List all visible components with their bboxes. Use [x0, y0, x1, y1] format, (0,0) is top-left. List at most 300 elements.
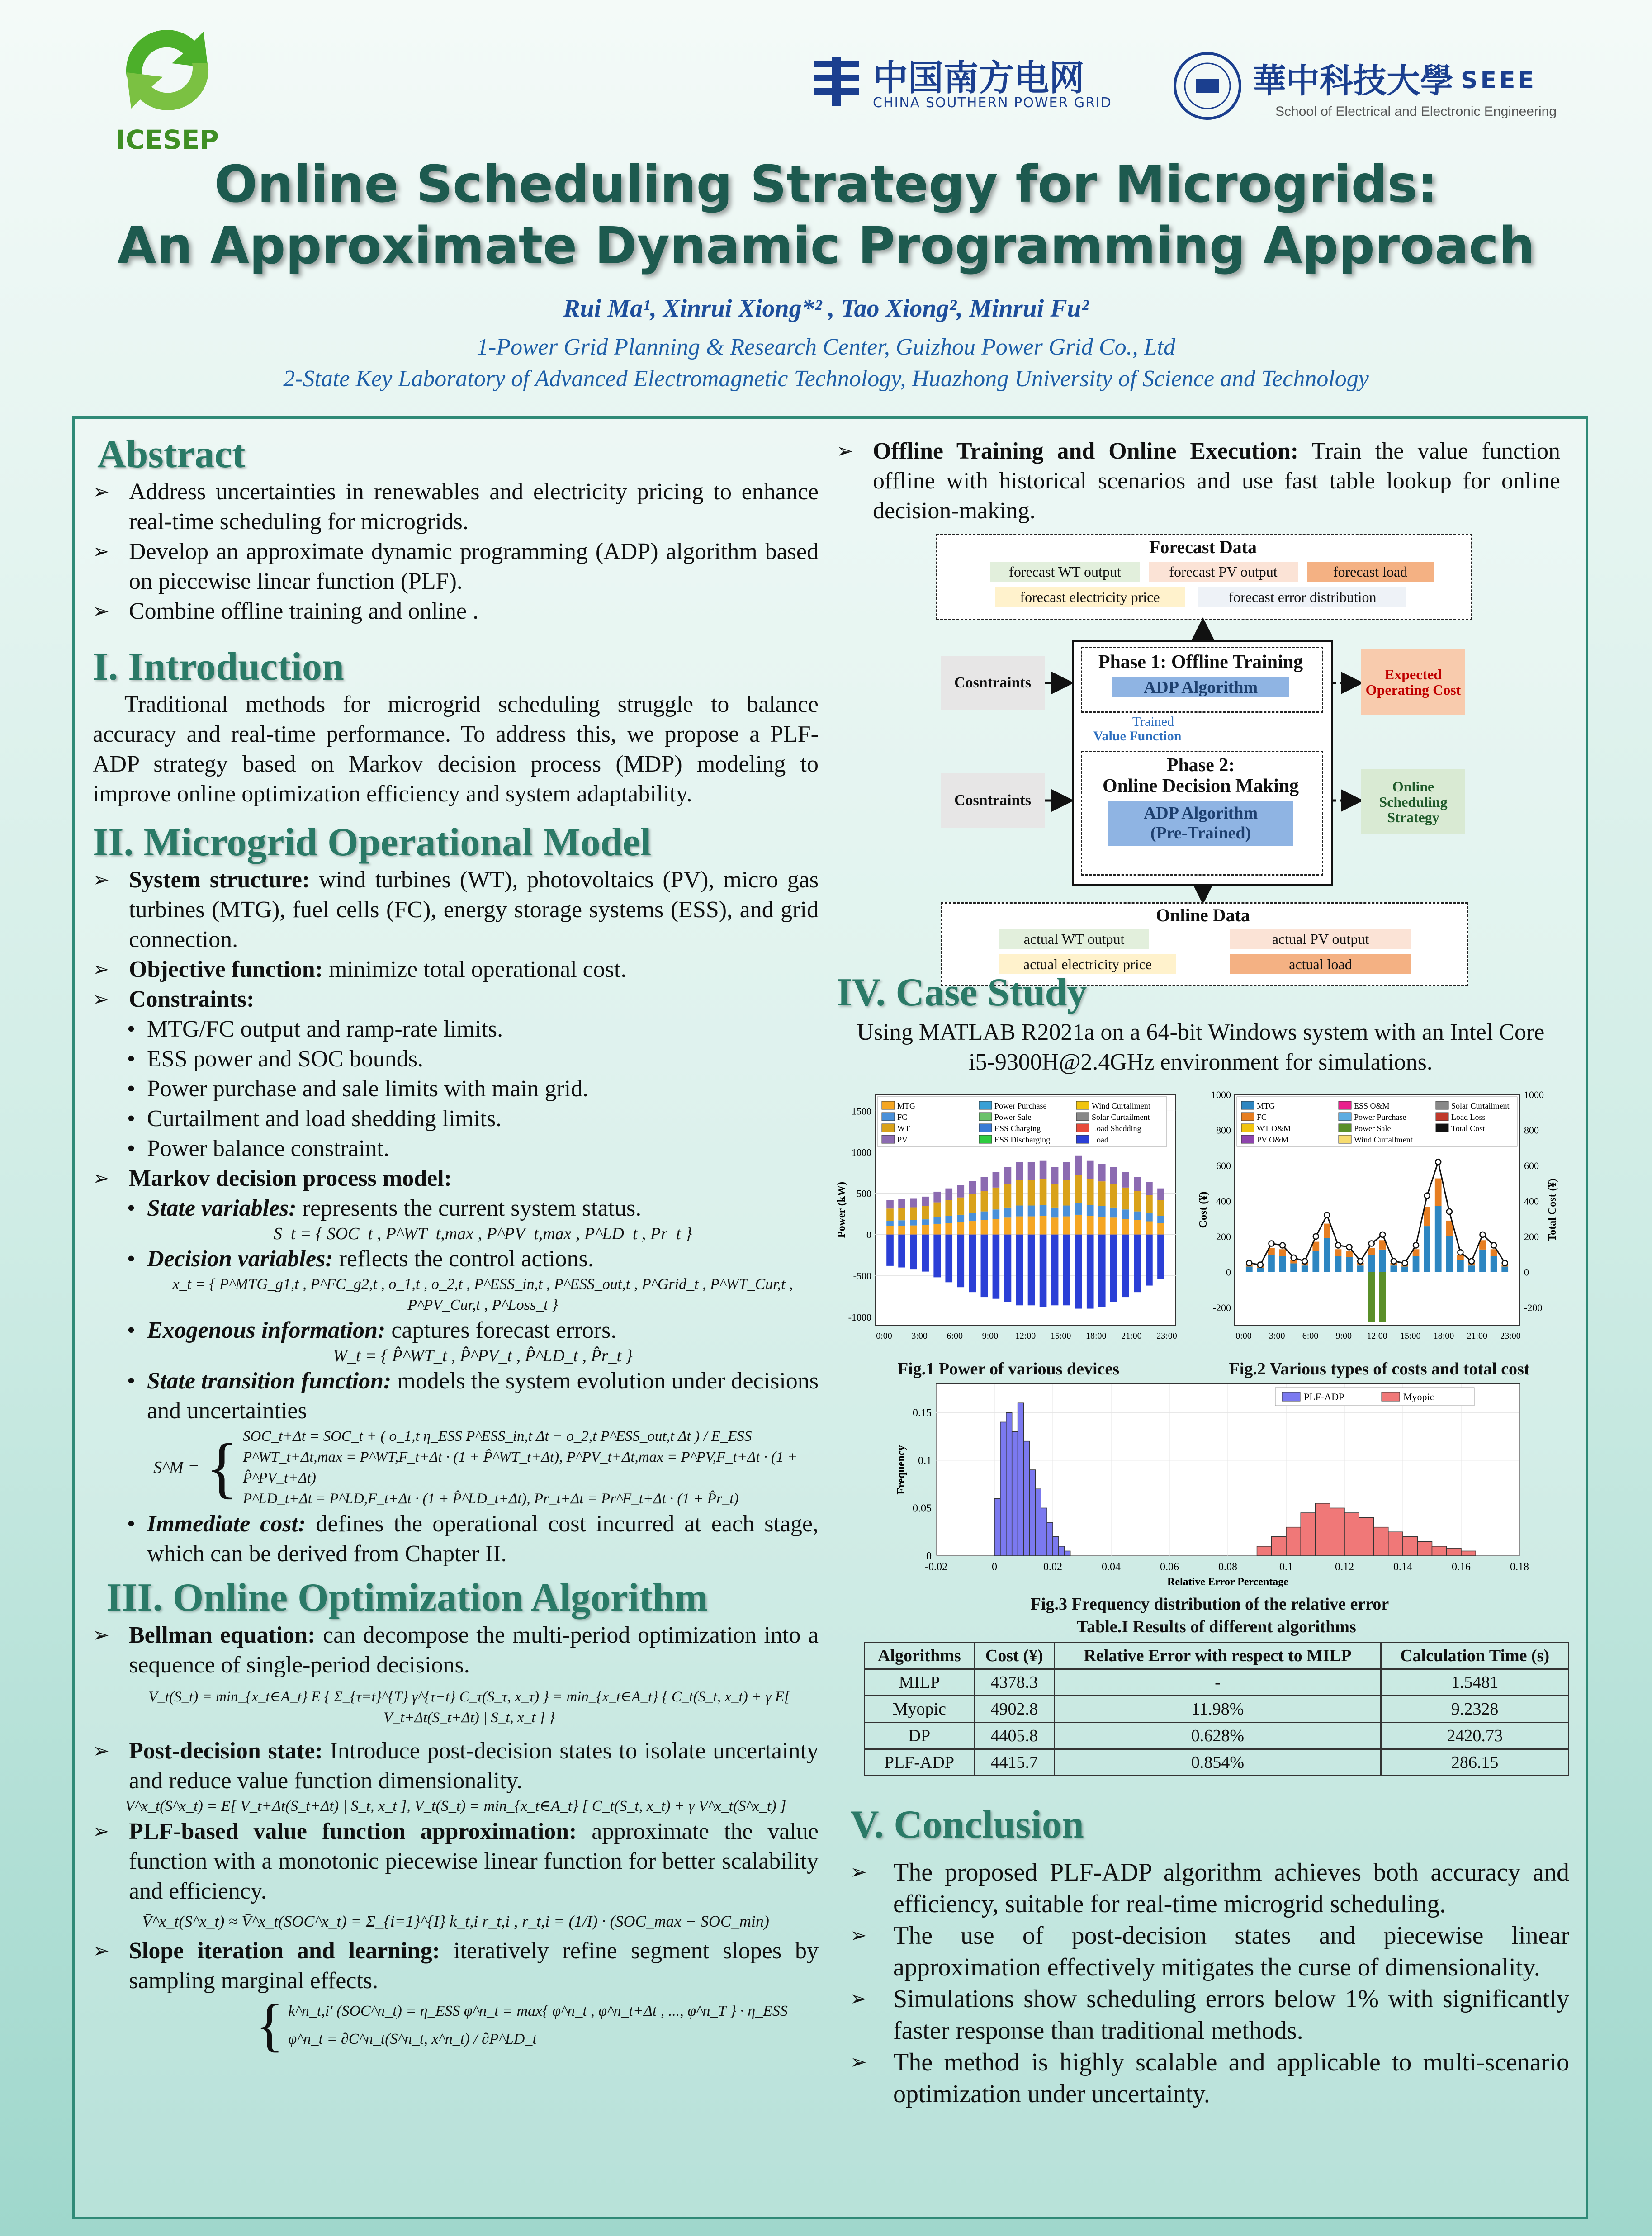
legend-label: Total Cost — [1451, 1124, 1485, 1133]
bar-segment — [1016, 1162, 1023, 1180]
histogram-bar — [1029, 1470, 1035, 1556]
bar-segment — [1098, 1206, 1106, 1217]
fig3 — [886, 1375, 1533, 1614]
expected-cost-box: Expected Operating Cost — [1361, 649, 1465, 715]
bar-segment — [1063, 1162, 1070, 1180]
load-bar — [898, 1235, 905, 1268]
abstract-item: ➢ Combine offline training and online . — [93, 597, 819, 626]
left-column — [93, 432, 819, 2058]
total-cost-point — [1447, 1209, 1452, 1214]
online-title: Online Data — [1156, 905, 1250, 925]
bar-segment — [1122, 1219, 1129, 1235]
bar-segment — [1134, 1191, 1141, 1212]
arrow-bullet-icon: ➢ — [850, 2051, 867, 2074]
bar-segment — [1063, 1180, 1070, 1205]
bar-segment — [1122, 1172, 1129, 1188]
y-tick-label: 1000 — [1211, 1089, 1231, 1100]
bar-segment — [1051, 1208, 1059, 1217]
legend-swatch — [1339, 1135, 1351, 1143]
histogram-bar — [1403, 1537, 1417, 1556]
arrow-bullet-icon: ➢ — [850, 1861, 867, 1884]
exogenous-equation: W_t = { P̂^WT_t , P̂^PV_t , P̂^LD_t , P̂r_t } — [333, 1346, 633, 1365]
abstract-list — [93, 477, 819, 626]
fig1-chart — [832, 1081, 1185, 1361]
flowchart — [936, 534, 1470, 972]
online-pv-tag: actual PV output — [1230, 929, 1411, 949]
title-line-2: An Approximate Dynamic Programming Approach — [117, 217, 1535, 275]
bar-segment — [1087, 1205, 1094, 1216]
phase2-subtitle: Online Decision Making — [1102, 776, 1299, 796]
fig1-caption: Fig.1 Power of various devices — [897, 1360, 1120, 1379]
abstract-item: ➢ Address uncertainties in renewables and electricity pricing to enhance real-time scheduling for microgrids. — [93, 477, 819, 537]
bar-segment — [969, 1221, 976, 1235]
x-tick-label: 0.04 — [1102, 1561, 1121, 1573]
bar-segment — [933, 1224, 941, 1235]
total-cost-point — [1480, 1232, 1486, 1237]
x-tick-label: 0 — [992, 1561, 997, 1573]
total-cost-point — [1435, 1159, 1441, 1165]
load-bar — [1028, 1235, 1035, 1306]
x-tick-label: 0.02 — [1043, 1561, 1062, 1573]
forecast-load-tag: forecast load — [1307, 562, 1434, 582]
fig2-chart — [1194, 1081, 1565, 1361]
bar-segment — [933, 1217, 941, 1224]
algo-slope: ➢ Slope iteration and learning: iteratively refine segment slopes by sampling marginal effects. — [93, 1936, 819, 1996]
bar-segment — [1098, 1164, 1106, 1181]
bar-segment — [1098, 1181, 1106, 1206]
total-cost-point — [1380, 1232, 1385, 1237]
results-table — [864, 1642, 1569, 1776]
total-cost-point — [1324, 1213, 1330, 1218]
y2-tick-label: 200 — [1524, 1231, 1539, 1242]
cost-bar — [1246, 1267, 1253, 1272]
case-study-heading: IV. Case Study — [837, 971, 1087, 1014]
introduction-text: Traditional methods for microgrid scheduling struggle to balance accuracy and real-time performance. To address this, we propose a PLF-ADP strategy based on Markov decision process (MDP) modeling to improve online optimization efficiency and system adaptability. — [93, 692, 819, 807]
decision-equation: x_t = { P^MTG_g1,t , P^FC_g2,t , o_1,t , o_2,t , P^ESS_in,t , P^ESS_out,t , P^Grid_t , P^WT_Cur,t , P^PV_Cur,t , P^Loss_t } — [172, 1276, 793, 1313]
table-header: Algorithms — [865, 1643, 975, 1669]
legend-label: MTG — [897, 1101, 915, 1110]
conclusion-item: ➢ The method is highly scalable and applicable to multi-scenario optimization under uncertainty. — [850, 2047, 1569, 2110]
x-tick-label: 0.06 — [1160, 1561, 1179, 1573]
bar-segment — [957, 1198, 964, 1215]
bar-segment — [1110, 1217, 1117, 1234]
cost-bar — [1324, 1224, 1330, 1238]
constraint-item: • Power balance constraint. — [127, 1136, 389, 1161]
legend-label: ESS Charging — [994, 1124, 1041, 1133]
legend-label: ESS O&M — [1354, 1101, 1390, 1110]
legend-swatch — [1436, 1113, 1448, 1121]
cost-bar — [1435, 1179, 1442, 1206]
bar-segment — [993, 1188, 1000, 1209]
y-tick-label: 0.1 — [918, 1454, 932, 1467]
total-cost-point — [1246, 1260, 1252, 1266]
bar-segment — [945, 1200, 952, 1216]
table-header: Cost (¥) — [974, 1643, 1054, 1669]
mdp-cost: • Immediate cost: defines the operational cost incurred at each stage, which can be derived from Chapter II. — [127, 1511, 819, 1567]
bar-segment — [1004, 1217, 1012, 1234]
legend-swatch — [1339, 1124, 1351, 1132]
bar-segment — [1134, 1220, 1141, 1235]
cost-bar — [1491, 1256, 1497, 1272]
load-bar — [981, 1235, 988, 1297]
load-bar — [1087, 1235, 1094, 1309]
total-cost-point — [1491, 1242, 1496, 1248]
load-bar — [1075, 1235, 1082, 1309]
bar-segment — [886, 1200, 894, 1208]
bar-segment — [969, 1213, 976, 1221]
table-row: PLF-ADP 4415.7 0.854% 286.15 — [865, 1749, 1569, 1776]
bar-segment — [1110, 1167, 1117, 1184]
legend-swatch — [979, 1135, 992, 1143]
forecast-title: Forecast Data — [1149, 537, 1257, 557]
bar-segment — [910, 1199, 917, 1208]
online-price-tag: actual electricity price — [999, 954, 1176, 974]
fig3-chart — [886, 1375, 1533, 1592]
legend-swatch — [882, 1101, 895, 1109]
bellman-equation: V_t(S_t) = min_{x_t∈A_t} E { Σ_{τ=t}^{T} γ^{τ−t} C_τ(S_τ, x_τ) } = min_{x_t∈A_t} { C_t(S_t, x_t) + γ E[ V_t+Δt(S_t+Δt) | S_t, x_t ] } — [148, 1689, 790, 1726]
legend-swatch — [979, 1101, 992, 1109]
total-cost-point — [1402, 1260, 1407, 1266]
legend-swatch — [1076, 1135, 1089, 1143]
model-list — [93, 865, 819, 1569]
histogram-bar — [1388, 1532, 1403, 1556]
legend-label: Power Sale — [994, 1113, 1032, 1122]
fig3-caption: Fig.3 Frequency distribution of the relative error — [1030, 1595, 1389, 1614]
cost-bar — [1501, 1267, 1508, 1272]
bar-segment — [898, 1199, 905, 1208]
x-tick-label: 12:00 — [1015, 1331, 1036, 1341]
conclusion-heading: V. Conclusion — [850, 1803, 1084, 1847]
histogram-bar — [994, 1498, 1000, 1556]
csg-name-cn: 中国南方电网 — [873, 58, 1085, 99]
table-row: MILP 4378.3 - 1.5481 — [865, 1669, 1569, 1696]
cost-bar — [1446, 1236, 1453, 1272]
cost-bar — [1335, 1256, 1342, 1272]
arrow-bullet-icon: ➢ — [93, 480, 109, 503]
bar-segment — [1016, 1217, 1023, 1235]
legend-label: Solar Curtailment — [1092, 1113, 1150, 1122]
legend-swatch — [1076, 1113, 1089, 1121]
cost-bar — [1257, 1268, 1264, 1272]
title-line-1: Online Scheduling Strategy for Microgrids: — [214, 155, 1438, 214]
logo-text: ICESEP — [116, 124, 219, 155]
bar-segment — [922, 1206, 929, 1219]
model-item-constraints: ➢ Constraints: — [93, 985, 819, 1014]
constraint-item: • Power purchase and sale limits with main grid. — [127, 1076, 589, 1102]
bar-segment — [1110, 1184, 1117, 1208]
bar-segment — [1004, 1184, 1012, 1208]
total-cost-point — [1391, 1259, 1396, 1264]
partner-logo-hust — [1171, 50, 1605, 122]
x-tick-label: 9:00 — [982, 1331, 999, 1341]
bar-segment — [1110, 1208, 1117, 1217]
legend-label: WT O&M — [1257, 1124, 1291, 1133]
load-bar — [1016, 1235, 1023, 1306]
arrow-bullet-icon: ➢ — [93, 1939, 109, 1962]
load-bar — [1122, 1235, 1129, 1297]
bar-segment — [1157, 1189, 1164, 1200]
total-cost-point — [1358, 1259, 1363, 1264]
algo-plf: ➢ PLF-based value function approximation: approximate the value function with a monotonic piecewise linear function for better scalability and efficiency. — [93, 1817, 819, 1906]
cost-bar — [1324, 1238, 1330, 1272]
histogram-bar — [1035, 1489, 1041, 1556]
cost-bar — [1424, 1207, 1430, 1226]
legend-swatch — [1076, 1101, 1089, 1109]
load-bar — [1110, 1235, 1117, 1302]
x-tick-label: 0:00 — [876, 1331, 892, 1341]
constraints-box-1: Cosntraints — [941, 656, 1045, 710]
legend-swatch — [1339, 1113, 1351, 1121]
slope-equation: { k^n_t,i′ (SOC^n_t) = η_ESS φ^n_t = max{ φ^n_t , φ^n_t+Δt , ..., φ^n_T } · η_ESS φ^n_t = ∂C^n_t(S^n_t, x^n_t) / ∂P^LD_t — [256, 1993, 788, 2058]
y-tick-label: 0 — [1226, 1266, 1231, 1278]
bar-segment — [1146, 1213, 1153, 1221]
bar-segment — [993, 1209, 1000, 1219]
legend-label: MTG — [1257, 1101, 1275, 1110]
forecast-price-tag: forecast electricity price — [995, 587, 1185, 607]
cost-bar — [1335, 1249, 1342, 1256]
cost-bar — [1424, 1226, 1430, 1272]
mdp-decision: • Decision variables: reflects the control actions. — [127, 1246, 594, 1272]
model-heading: II. Microgrid Operational Model — [93, 820, 652, 864]
histogram-bar — [1301, 1513, 1315, 1556]
cost-bar — [1368, 1248, 1375, 1255]
bar-segment — [1028, 1206, 1035, 1217]
x-tick-label: 0.14 — [1393, 1561, 1412, 1573]
power-sale-bar — [1379, 1272, 1386, 1322]
y-tick-label: 0.15 — [913, 1407, 932, 1419]
y-tick-label: -500 — [853, 1270, 871, 1282]
y-tick-label: 1500 — [852, 1105, 871, 1117]
legend-label: Load — [1092, 1135, 1108, 1144]
total-cost-point — [1458, 1250, 1463, 1255]
cost-bar — [1346, 1251, 1353, 1257]
csg-emblem-icon — [809, 54, 864, 109]
bar-segment — [1004, 1208, 1012, 1217]
arrow-bullet-icon: ➢ — [93, 1167, 109, 1190]
bar-segment — [1157, 1223, 1164, 1235]
forecast-error-tag: forecast error distribution — [1198, 587, 1406, 607]
bar-segment — [981, 1191, 988, 1212]
bar-segment — [886, 1221, 894, 1226]
cost-bar — [1457, 1255, 1464, 1260]
table-caption: Table.I Results of different algorithms — [1077, 1617, 1356, 1636]
constraint-item: • MTG/FC output and ramp-rate limits. — [127, 1016, 503, 1042]
x-tick-label: 18:00 — [1433, 1331, 1454, 1341]
bar-segment — [1051, 1184, 1059, 1208]
y-tick-label: -1000 — [848, 1311, 871, 1323]
y-tick-label: 500 — [857, 1188, 871, 1199]
histogram-bar — [1053, 1537, 1059, 1556]
legend-label: Solar Curtailment — [1451, 1101, 1510, 1110]
x-tick-label: -0.02 — [925, 1561, 947, 1573]
phase2-title: Phase 2: — [1166, 755, 1235, 776]
x-tick-label: 0.08 — [1218, 1561, 1237, 1573]
post-decision-equation: V^x_t(S^x_t) = E[ V_t+Δt(S_t+Δt) | S_t, x_t ], V_t(S_t) = min_{x_t∈A_t} [ C_t(S_t, x_t) + γ V^x_t(S^x_t) ] — [125, 1798, 786, 1814]
bar-segment — [1063, 1206, 1070, 1217]
bar-segment — [1040, 1216, 1047, 1235]
constraint-item: • Curtailment and load shedding limits. — [127, 1106, 502, 1132]
bar-segment — [1075, 1156, 1082, 1175]
y-axis-label: Frequency — [895, 1445, 907, 1495]
table-header-row — [865, 1643, 1569, 1669]
y-tick-label: 0 — [926, 1550, 932, 1562]
bar-segment — [957, 1222, 964, 1234]
y2-tick-label: 800 — [1524, 1124, 1539, 1136]
legend-swatch — [1076, 1124, 1089, 1132]
y2-axis-label: Total Cost (¥) — [1547, 1178, 1558, 1241]
legend-swatch — [1241, 1124, 1254, 1132]
y2-tick-label: 400 — [1524, 1195, 1539, 1207]
legend-label: PLF-ADP — [1304, 1391, 1344, 1402]
bar-segment — [1087, 1161, 1094, 1179]
histogram-bar — [1257, 1546, 1272, 1556]
x-tick-label: 3:00 — [1269, 1331, 1285, 1341]
histogram-bar — [1447, 1548, 1461, 1556]
bar-segment — [1028, 1180, 1035, 1205]
x-tick-label: 23:00 — [1156, 1331, 1177, 1341]
legend-label: Power Sale — [1354, 1124, 1391, 1133]
cost-bar — [1468, 1265, 1475, 1272]
algo-bellman: ➢ Bellman equation: can decompose the multi-period optimization into a sequence of single-period decisions. — [93, 1620, 819, 1680]
bar-segment — [957, 1215, 964, 1222]
mdp-state: • State variables: represents the current system status. — [127, 1195, 642, 1221]
legend-swatch — [1339, 1101, 1351, 1109]
legend-swatch — [1282, 1392, 1300, 1401]
y-tick-label: -200 — [1212, 1302, 1231, 1313]
histogram-bar — [1344, 1513, 1359, 1556]
cost-bar — [1479, 1250, 1486, 1272]
histogram-bar — [1024, 1441, 1030, 1556]
legend-swatch — [1436, 1101, 1448, 1109]
cost-bar — [1279, 1256, 1286, 1272]
cost-bar — [1413, 1256, 1420, 1272]
abstract-item: ➢ Develop an approximate dynamic programming (ADP) algorithm based on piecewise linear function (PLF). — [93, 537, 819, 597]
algorithm-heading: III. Online Optimization Algorithm — [106, 1576, 708, 1620]
legend-label: PV — [897, 1135, 908, 1144]
bar-segment — [1157, 1200, 1164, 1216]
histogram-bar — [1059, 1546, 1065, 1556]
introduction-heading: I. Introduction — [93, 645, 344, 689]
cost-bar — [1446, 1221, 1453, 1236]
bar-segment — [981, 1220, 988, 1235]
state-equation: S_t = { SOC_t , P^WT_t,max , P^PV_t,max , P^LD_t , Pr_t } — [273, 1224, 692, 1243]
bar-segment — [898, 1220, 905, 1226]
x-tick-label: 6:00 — [947, 1331, 963, 1341]
case-study-text: Using MATLAB R2021a on a 64-bit Windows system with an Intel Core i5-9300H@2.4GHz environment for simulations. — [857, 1019, 1545, 1075]
cost-bar — [1346, 1257, 1353, 1272]
bar-segment — [898, 1208, 905, 1220]
bar-segment — [922, 1219, 929, 1225]
y-tick-label: 1000 — [852, 1146, 871, 1158]
fig2-caption: Fig.2 Various types of costs and total cost — [1229, 1360, 1530, 1379]
conclusion-item: ➢ The proposed PLF-ADP algorithm achieves both accuracy and efficiency, suitable for real-time microgrid scheduling. — [850, 1857, 1569, 1920]
legend-swatch — [882, 1124, 895, 1132]
y-tick-label: 600 — [1216, 1160, 1231, 1171]
legend-label: PV O&M — [1257, 1135, 1289, 1144]
x-tick-label: 23:00 — [1500, 1331, 1521, 1341]
hust-dept: SEEE — [1461, 67, 1537, 94]
bar-segment — [945, 1223, 952, 1235]
recycle-arrows-icon — [109, 18, 226, 122]
table-header: Relative Error with respect to MILP — [1054, 1643, 1381, 1669]
bar-segment — [1146, 1182, 1153, 1195]
legend-label: FC — [1257, 1113, 1267, 1122]
y-axis-label: Cost (¥) — [1198, 1191, 1209, 1228]
legend-label: Wind Curtailment — [1354, 1135, 1413, 1144]
cost-bar — [1368, 1255, 1375, 1272]
legend-swatch — [1436, 1124, 1448, 1132]
bar-segment — [1028, 1217, 1035, 1235]
constraint-item: • ESS power and SOC bounds. — [127, 1046, 424, 1072]
bar-segment — [1016, 1180, 1023, 1205]
load-bar — [957, 1235, 964, 1288]
legend-swatch — [979, 1113, 992, 1121]
offline-training-item: ➢ Offline Training and Online Execution: Train the value function offline with historical scenarios and use fast table lookup for online decision-making. — [837, 436, 1560, 526]
x-tick-label: 12:00 — [1367, 1331, 1387, 1341]
histogram-bar — [1000, 1422, 1006, 1556]
arrow-bullet-icon: ➢ — [93, 988, 109, 1011]
arrow-bullet-icon: ➢ — [93, 1624, 109, 1647]
x-tick-label: 0.12 — [1335, 1561, 1354, 1573]
load-bar — [1040, 1235, 1047, 1307]
arrow-bullet-icon: ➢ — [93, 1739, 109, 1762]
icesep-logo — [109, 18, 226, 154]
bar-segment — [1146, 1195, 1153, 1213]
x-tick-label: 0.18 — [1510, 1561, 1529, 1573]
x-tick-label: 3:00 — [911, 1331, 928, 1341]
histogram-bar — [1359, 1518, 1373, 1556]
bar-segment — [886, 1208, 894, 1221]
total-cost-point — [1347, 1244, 1352, 1250]
bar-segment — [981, 1177, 988, 1191]
legend-swatch — [979, 1124, 992, 1132]
hust-seal-icon — [1171, 50, 1244, 122]
load-bar — [1098, 1235, 1106, 1307]
bar-segment — [1134, 1212, 1141, 1220]
bar-segment — [1146, 1222, 1153, 1235]
legend-swatch — [1241, 1113, 1254, 1121]
arrow-bullet-icon: ➢ — [837, 440, 853, 463]
total-cost-point — [1425, 1193, 1430, 1199]
total-cost-point — [1302, 1259, 1307, 1264]
bar-segment — [957, 1185, 964, 1197]
mdp-exogenous: • Exogenous information: captures forecast errors. — [127, 1317, 617, 1343]
cost-bar — [1379, 1250, 1386, 1272]
cost-bar — [1391, 1265, 1397, 1272]
load-bar — [993, 1235, 1000, 1299]
load-bar — [969, 1235, 976, 1293]
histogram-bar — [1065, 1551, 1070, 1556]
bar-segment — [1051, 1167, 1059, 1184]
load-bar — [1157, 1235, 1164, 1279]
legend-swatch — [1241, 1135, 1254, 1143]
cost-bar — [1312, 1251, 1319, 1272]
histogram-bar — [1330, 1508, 1344, 1556]
y-tick-label: 400 — [1216, 1195, 1231, 1207]
x-tick-label: 21:00 — [1121, 1331, 1142, 1341]
bar-segment — [1028, 1162, 1035, 1180]
legend-label: Wind Curtailment — [1092, 1101, 1150, 1110]
cost-bar — [1279, 1249, 1286, 1256]
bar-segment — [981, 1212, 988, 1220]
bar-segment — [1040, 1161, 1047, 1179]
authors: Rui Ma¹, Xinrui Xiong*² , Tao Xiong², Minrui Fu² — [563, 294, 1089, 322]
load-bar — [886, 1235, 894, 1266]
bar-segment — [945, 1189, 952, 1200]
bar-segment — [1016, 1206, 1023, 1217]
bar-segment — [1075, 1215, 1082, 1235]
histogram-bar — [1006, 1412, 1012, 1556]
